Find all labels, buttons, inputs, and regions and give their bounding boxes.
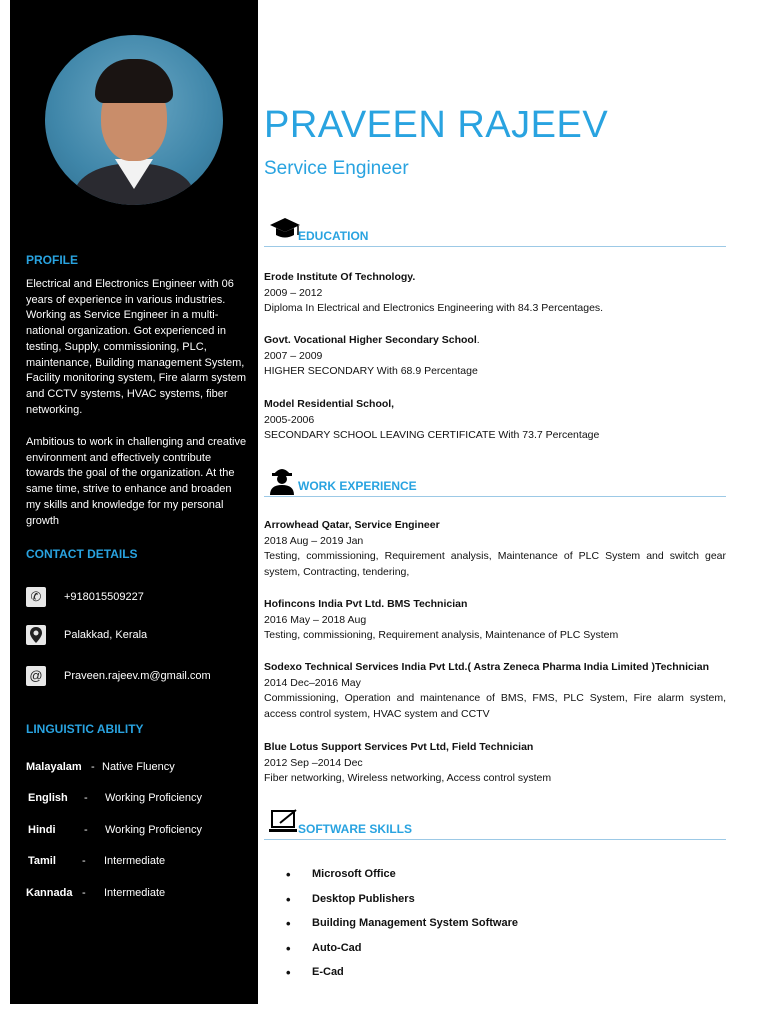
education-title: Govt. Vocational Higher Secondary School: [264, 334, 477, 346]
experience-title: Arrowhead Qatar, Service Engineer: [264, 519, 440, 531]
language-name: Malayalam: [26, 761, 82, 773]
contact-location-row: [26, 625, 256, 647]
language-name: Kannada: [26, 887, 73, 899]
education-desc: SECONDARY SCHOOL LEAVING CERTIFICATE With 73.7 Percentage: [264, 429, 600, 442]
list-item: • Building Management System Software: [286, 917, 518, 942]
experience-dates: 2014 Dec–2016 May: [264, 676, 361, 689]
language-level: Intermediate: [104, 855, 166, 867]
education-entry: [264, 397, 726, 444]
page-title: PRAVEEN RAJEEV: [264, 104, 609, 146]
list-item: • E-Cad: [286, 966, 518, 991]
list-item: • Desktop Publishers: [286, 893, 518, 918]
software-heading: SOFTWARE SKILLS: [298, 822, 412, 836]
education-title: Erode Institute Of Technology.: [264, 271, 416, 283]
language-name: Hindi: [28, 824, 56, 836]
software-section-header: [264, 817, 726, 840]
contact-phone-row: [26, 587, 256, 609]
experience-entry: [264, 518, 726, 581]
experience-desc: Testing, commissioning, Requirement analysis, Maintenance of PLC System and switch gear system, Contracting, tendering,: [264, 550, 726, 579]
education-dates: 2009 – 2012: [264, 286, 323, 299]
location-pin-icon: [26, 625, 46, 645]
language-dash: -: [82, 887, 86, 899]
contact-location: Palakkad, Kerala: [64, 629, 148, 641]
experience-desc: Fiber networking, Wireless networking, Access control system: [264, 772, 552, 785]
at-sign-icon: @: [26, 666, 46, 686]
list-item: • Microsoft Office: [286, 868, 518, 893]
profile-paragraph-2: Ambitious to work in challenging and creative environment and effectively contribute towards the goal of the organization. At the same time, strive to enhance and broaden my skills and knowledge for my personal growth: [26, 436, 247, 527]
experience-dates: 2012 Sep –2014 Dec: [264, 756, 363, 769]
phone-icon: ✆: [26, 587, 46, 607]
language-level: Intermediate: [104, 887, 166, 899]
languages-heading: LINGUISTIC ABILITY: [26, 722, 144, 736]
education-title-suffix: .: [476, 334, 480, 346]
experience-entry: [264, 660, 726, 723]
experience-entry: [264, 597, 726, 644]
contact-heading: CONTACT DETAILS: [26, 547, 138, 561]
experience-title: Sodexo Technical Services India Pvt Ltd.( Astra Zeneca Pharma India Limited )Technician: [264, 661, 710, 673]
language-dash: -: [84, 792, 88, 804]
education-desc: Diploma In Electrical and Electronics Engineering with 84.3 Percentages.: [264, 302, 604, 315]
language-dash: -: [84, 824, 88, 836]
sidebar: [10, 0, 258, 1004]
language-level: Working Proficiency: [105, 792, 202, 804]
education-dates: 2007 – 2009: [264, 349, 323, 362]
education-dates: 2005-2006: [264, 413, 315, 426]
worker-icon: [268, 465, 296, 493]
language-name: English: [28, 792, 68, 804]
experience-title: Blue Lotus Support Services Pvt Ltd, Field Technician: [264, 741, 534, 753]
experience-dates: 2018 Aug – 2019 Jan: [264, 534, 364, 547]
language-dash: -: [82, 855, 86, 867]
experience-heading: WORK EXPERIENCE: [298, 479, 417, 493]
education-section-header: [264, 224, 726, 247]
laptop-pen-icon: [268, 808, 296, 836]
education-heading: EDUCATION: [298, 229, 369, 243]
contact-phone[interactable]: +918015509227: [64, 591, 144, 603]
software-skills-list: [286, 868, 518, 991]
language-level: Working Proficiency: [105, 824, 202, 836]
graduation-cap-icon: [268, 215, 296, 243]
education-entry: [264, 270, 726, 317]
experience-section-header: [264, 474, 726, 497]
education-desc: HIGHER SECONDARY With 68.9 Percentage: [264, 365, 478, 378]
education-entry: [264, 333, 726, 380]
contact-email[interactable]: Praveen.rajeev.m@gmail.com: [64, 670, 211, 682]
avatar-hair: [95, 59, 173, 103]
profile-heading: PROFILE: [26, 253, 79, 267]
avatar: [45, 35, 223, 205]
main-content: [264, 0, 728, 1004]
language-dash: -: [91, 761, 95, 773]
education-title: Model Residential School,: [264, 398, 395, 410]
contact-email-row: [26, 666, 256, 688]
experience-entry: [264, 740, 726, 787]
experience-dates: 2016 May – 2018 Aug: [264, 613, 367, 626]
language-level: Native Fluency: [102, 761, 175, 773]
job-role: Service Engineer: [264, 158, 409, 179]
experience-title: Hofincons India Pvt Ltd. BMS Technician: [264, 598, 468, 610]
profile-paragraph-1: Electrical and Electronics Engineer with 06 years of experience in various industries. Working as Service Engineer in a multi-national organization. Got experienced in testing, Supply, commissioning, PLC, maintenance, Building management System, Facility monitoring system, Fire alarm system and CCTV systems, HVAC systems, fiber networking.: [26, 278, 247, 416]
experience-desc: Testing, commissioning, Requirement analysis, Maintenance of PLC System: [264, 629, 619, 642]
language-name: Tamil: [28, 855, 56, 867]
list-item: • Auto-Cad: [286, 942, 518, 967]
experience-desc: Commissioning, Operation and maintenance of BMS, FMS, PLC System, Fire alarm system, access control system, HVAC system and CCTV: [264, 692, 726, 721]
